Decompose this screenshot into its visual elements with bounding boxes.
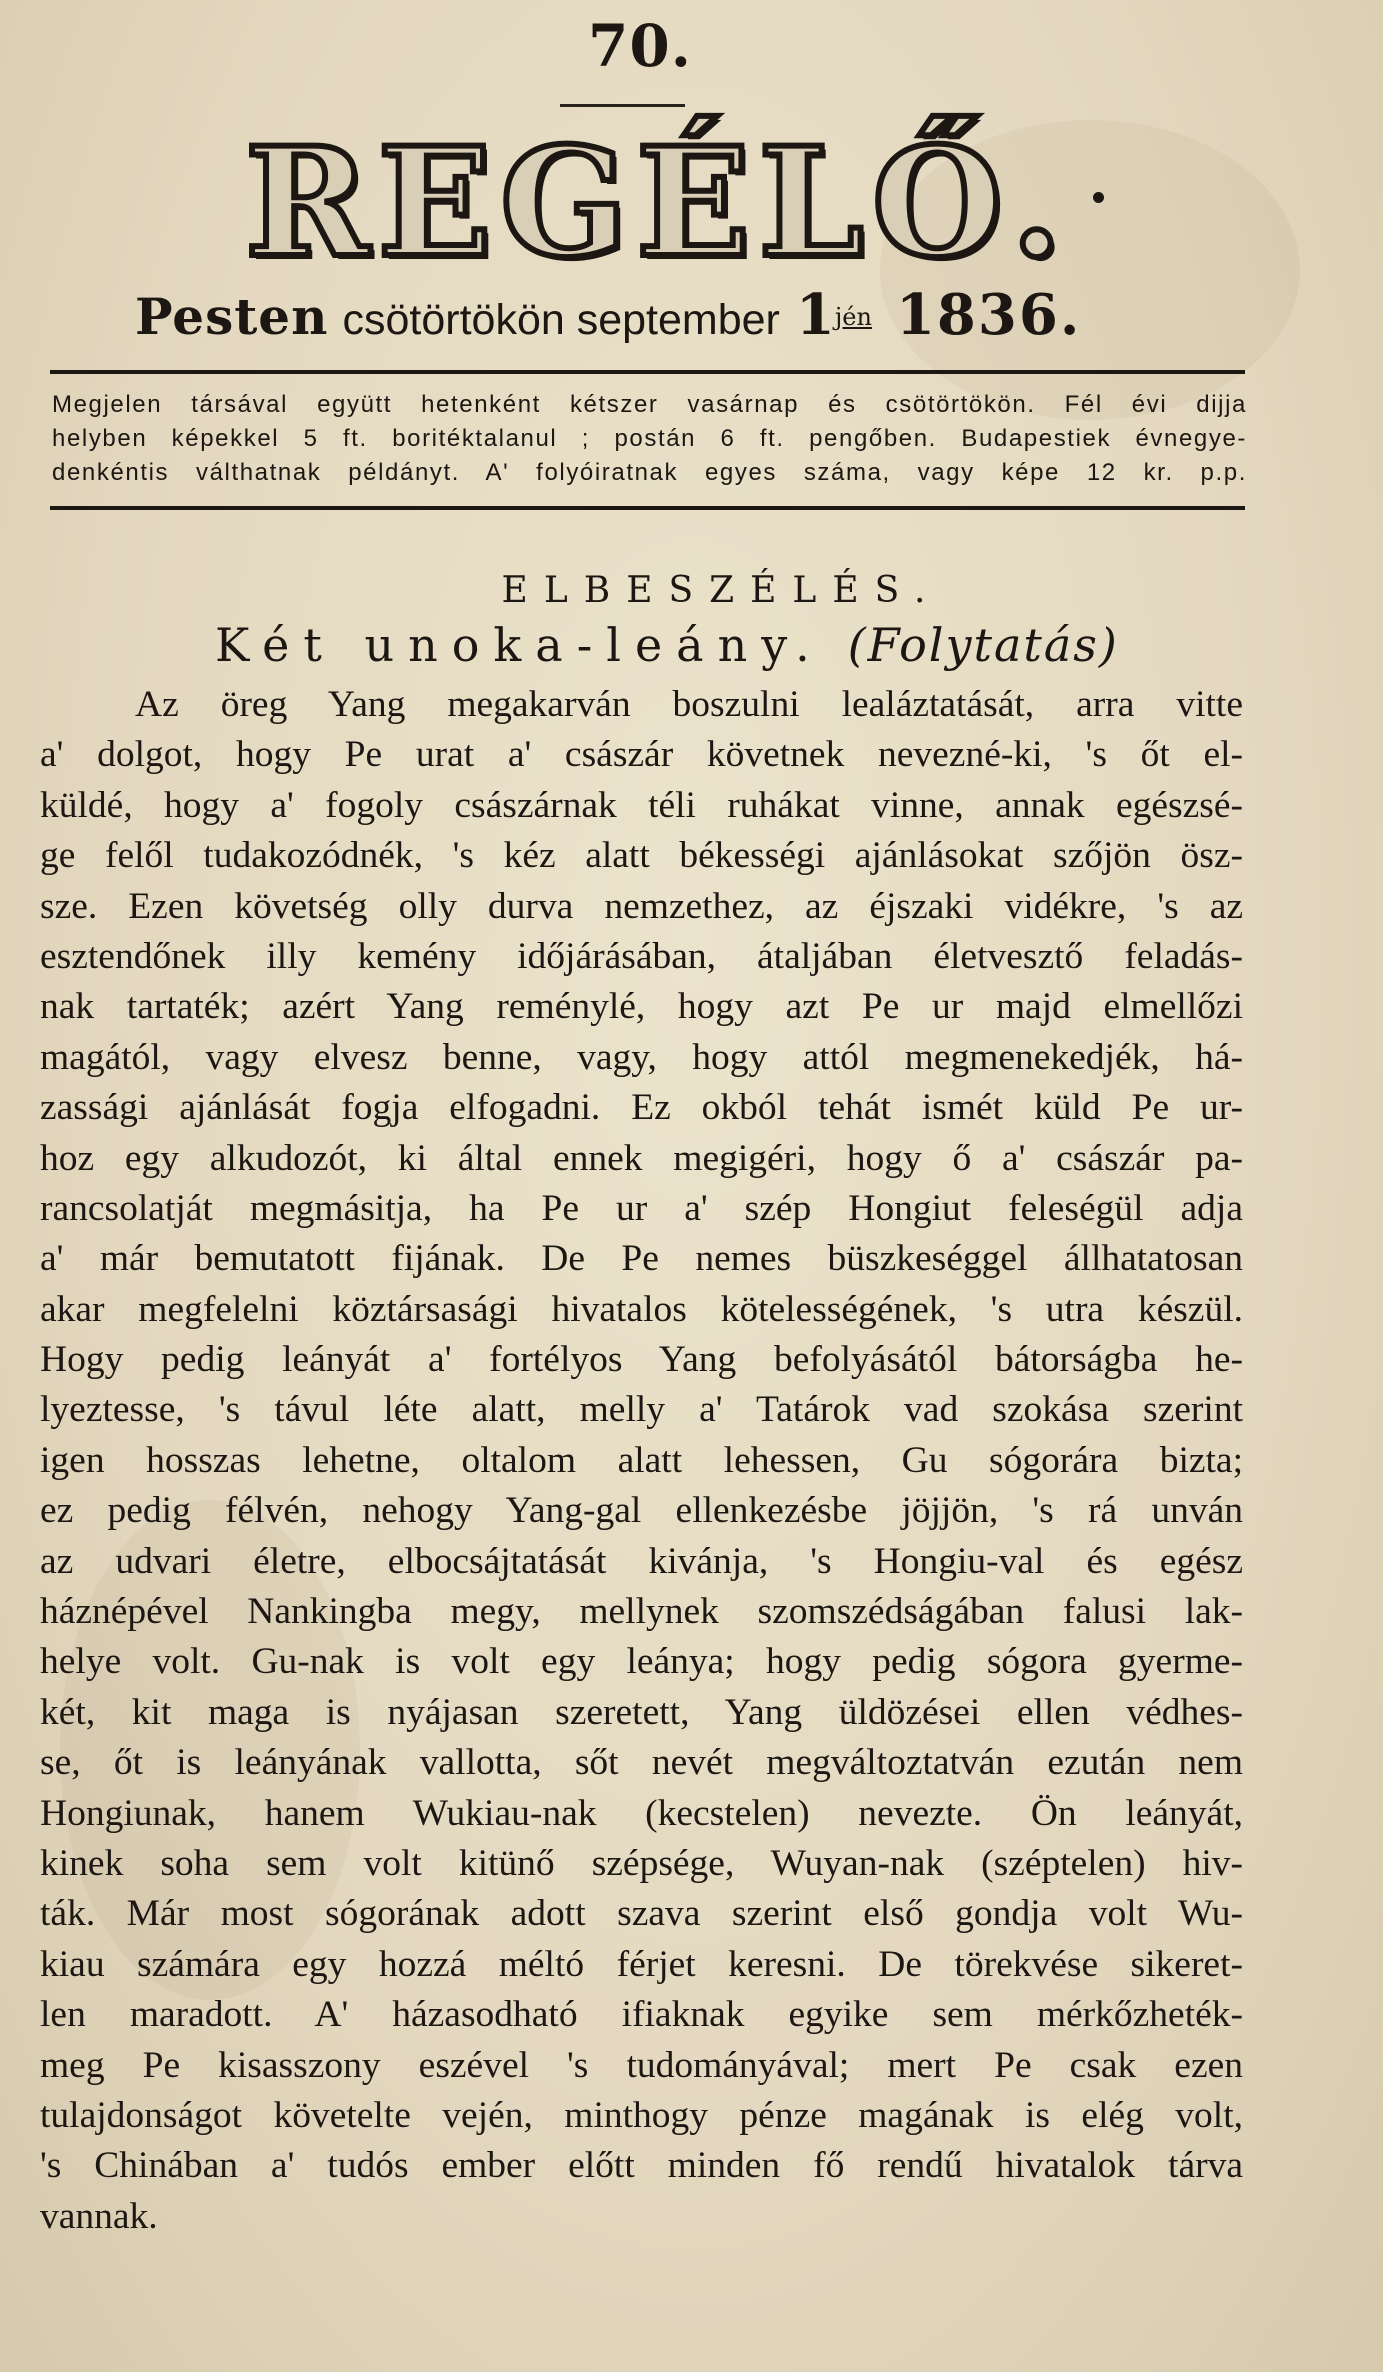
body-line: a' dolgot, hogy Pe urat a' császár követnek nevezné-ki, 's őt el-: [40, 734, 1243, 776]
dateline: [135, 282, 1185, 355]
section-title: ELBESZÉLÉS.: [501, 570, 942, 611]
body-line: akar megfelelni köztársasági hivatalos kötelességének, 's utra készül.: [40, 1288, 1243, 1330]
body-line: se, őt is leányának vallotta, sőt nevét megváltoztatván ezután nem: [40, 1742, 1243, 1784]
body-line: rancsolatját megmásitja, ha Pe ur a' szép Hongiut feleségül adja: [40, 1187, 1243, 1229]
body-line: hoz egy alkudozót, ki által ennek megigéri, hogy ő a' császár pa-: [40, 1137, 1243, 1179]
body-line: ez pedig félvén, nehogy Yang-gal ellenkezésbe jöjjön, 's rá unván: [40, 1490, 1243, 1532]
notice-line: helyben képekkel 5 ft. boritéktalanul ; postán 6 ft. pengőben. Budapestiek évnegye-: [52, 425, 1247, 452]
top-divider: [50, 370, 1245, 374]
issue-number: 70.: [588, 12, 692, 80]
body-line: kinek soha sem volt kitünő szépsége, Wuyan-nak (széptelen) hiv-: [40, 1842, 1243, 1884]
body-line: vannak.: [40, 2195, 158, 2237]
body-line: Hogy pedig leányát a' fortélyos Yang befolyásától bátorságba he-: [40, 1339, 1243, 1381]
story-title: Két unoka-leány.: [215, 618, 824, 672]
dateline-weekday: csötörtökön september: [342, 296, 780, 344]
masthead-dot: [1093, 192, 1104, 203]
story-heading: [215, 618, 1215, 672]
body-line: ták. Már most sógorának adott szava szerint első gondja volt Wu-: [40, 1893, 1243, 1935]
body-line: len maradott. A' házasodható ifiaknak egyike sem mérkőzheték-: [40, 1994, 1243, 2036]
bottom-divider: [50, 506, 1245, 510]
body-line: az udvari életre, elbocsájtatását kivánja, 's Hongiu-val és egész: [40, 1540, 1243, 1582]
dateline-day-suffix: jén: [834, 303, 872, 331]
body-line: két, kit maga is nyájasan szeretett, Yang üldözései ellen védhes-: [40, 1691, 1243, 1733]
body-line: esztendőnek illy kemény időjárásában, átaljában életvesztő feladás-: [40, 935, 1243, 977]
body-line: zassági ajánlását fogja elfogadni. Ez okból tehát ismét küld Pe ur-: [40, 1087, 1243, 1129]
body-line: igen hosszas lehetne, oltalom alatt lehessen, Gu sógorára bizta;: [40, 1439, 1243, 1481]
body-line: 's Chinában a' tudós ember előtt minden fő rendű hivatalok tárva: [40, 2145, 1243, 2187]
story-continuation: (Folytatás): [847, 618, 1119, 672]
body-line: lyeztesse, 's távul léte alatt, melly a' Tatárok vad szokása szerint: [40, 1389, 1243, 1431]
notice-line: Megjelen társával együtt hetenként kétszer vasárnap és csötörtökön. Fél évi dijja: [52, 391, 1247, 418]
subscription-notice: [52, 388, 1247, 490]
body-line: Hongiunak, hanem Wukiau-nak (kecstelen) nevezte. Ön leányát,: [40, 1792, 1243, 1834]
body-line: a' már bemutatott fijának. De Pe nemes büszkeséggel állhatatosan: [40, 1238, 1243, 1280]
masthead-title: REGÉLŐ.: [245, 115, 1071, 291]
body-line: nak tartaték; azért Yang reménylé, hogy azt Pe ur majd elmellőzi: [40, 986, 1243, 1028]
body-line: küldé, hogy a' fogoly császárnak téli ruhákat vinne, annak egészsé-: [40, 784, 1243, 826]
body-line: tulajdonságot követelte vején, minthogy pénze magának is elég volt,: [40, 2094, 1243, 2136]
body-line: sze. Ezen követség olly durva nemzethez, az éjszaki vidékre, 's az: [40, 885, 1243, 927]
body-line: helye volt. Gu-nak is volt egy leánya; hogy pedig sógora gyerme-: [40, 1641, 1243, 1683]
body-line: kiau számára egy hozzá méltó férjet keresni. De törekvése sikeret-: [40, 1943, 1243, 1985]
body-line: háznépével Nankingba megy, mellynek szomszédságában falusi lak-: [40, 1591, 1243, 1633]
dateline-day: 1: [795, 282, 835, 348]
article-body: [40, 680, 1243, 2242]
dateline-city: Pesten: [135, 287, 329, 346]
issue-rule: [560, 104, 685, 107]
body-line: Az öreg Yang megakarván boszulni lealáztatását, arra vitte: [135, 684, 1243, 725]
notice-line: denkéntis válthatnak példányt. A' folyóiratnak egyes száma, vagy képe 12 kr. p.p.: [52, 459, 1247, 486]
body-line: magától, vagy elvesz benne, vagy, hogy attól megmenekedjék, há-: [40, 1036, 1243, 1078]
body-line: ge felől tudakozódnék, 's kéz alatt békességi ajánlásokat szőjön ösz-: [40, 835, 1243, 877]
body-line: meg Pe kisasszony eszével 's tudományával; mert Pe csak ezen: [40, 2044, 1243, 2086]
dateline-year: 1836.: [895, 282, 1082, 348]
